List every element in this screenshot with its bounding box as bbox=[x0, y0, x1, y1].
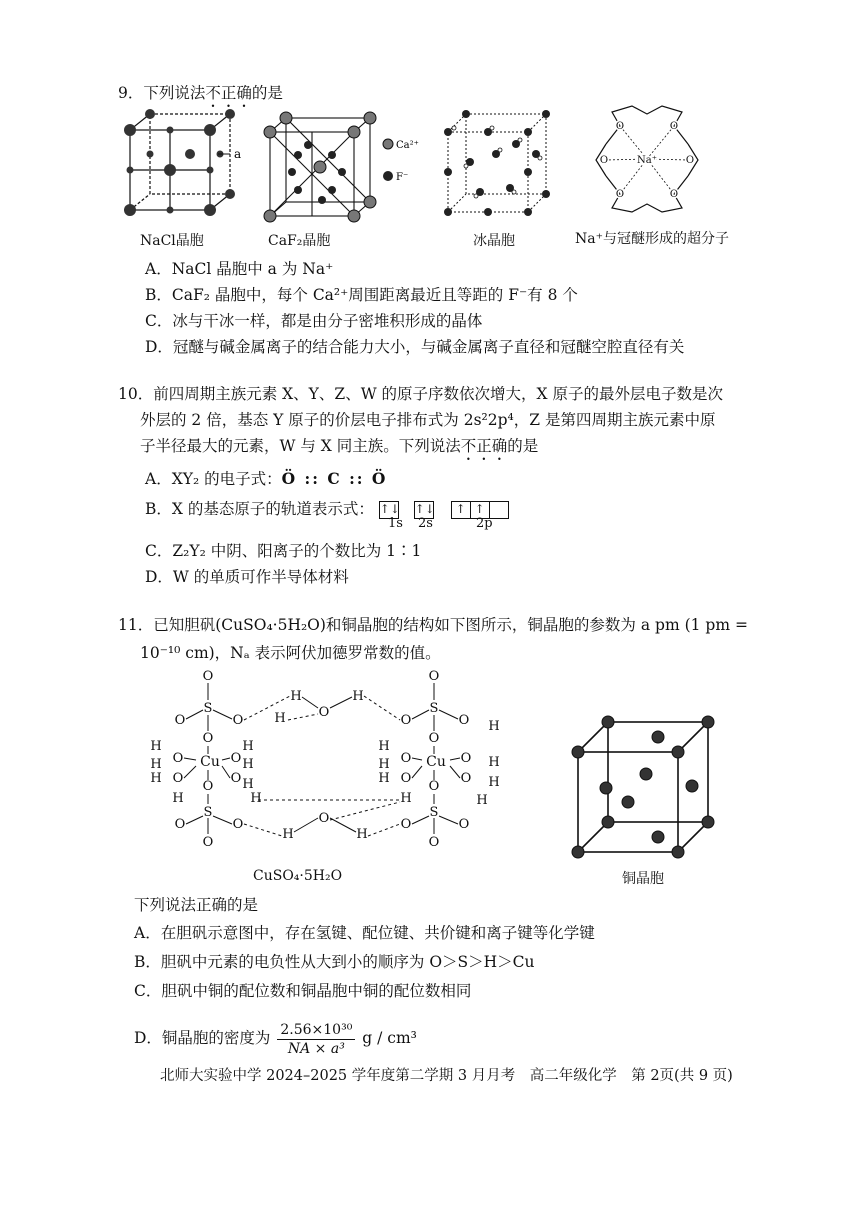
q11-option-d-text: D．铜晶胞的密度为 bbox=[134, 1029, 271, 1047]
q9-option-d: D．冠醚与碱金属离子的结合能力大小，与碱金属离子直径和冠醚空腔直径有关 bbox=[145, 338, 685, 356]
q9-stem bbox=[118, 82, 283, 111]
atom-o: O bbox=[318, 705, 330, 720]
caption-caf2: CaF₂晶胞 bbox=[268, 233, 331, 249]
crown-o-2: O bbox=[669, 121, 679, 132]
q10-line3-post: 的是 bbox=[507, 437, 539, 455]
caf2-cell-figure bbox=[262, 110, 419, 220]
atom-h: H bbox=[488, 719, 500, 734]
orbital-label-2s: 2s bbox=[418, 516, 433, 531]
crown-o-1: O bbox=[615, 121, 625, 132]
ca-legend-icon bbox=[383, 139, 393, 149]
q9-stem-text: 9．下列说法 bbox=[118, 84, 206, 102]
atom-o: O bbox=[232, 817, 244, 832]
crown-ether-figure bbox=[592, 104, 702, 214]
f-legend-label: F⁻ bbox=[396, 172, 409, 183]
atom-h: H bbox=[250, 791, 262, 806]
q10-line3-emphasis: 不正确 bbox=[460, 437, 508, 455]
q10-line3-pre: 子半径最大的元素，W 与 X 同主族。下列说法 bbox=[140, 437, 461, 455]
nacl-cell-figure bbox=[118, 108, 243, 218]
atom-h: H bbox=[274, 711, 286, 726]
orbital-label-1s: 1s bbox=[388, 516, 403, 531]
atom-h: H bbox=[242, 739, 254, 754]
atom-s: S bbox=[429, 701, 439, 716]
caption-cuso4: CuSO₄·5H₂O bbox=[253, 868, 343, 884]
q10-line2: 外层的 2 倍，基态 Y 原子的价层电子排布式为 2s²2p⁴，Z 是第四周期主族元素中原 bbox=[140, 411, 716, 429]
atom-h: H bbox=[488, 755, 500, 770]
atom-s: S bbox=[203, 805, 213, 820]
atom-o: O bbox=[400, 771, 412, 786]
orbital-2p-1: ↑ bbox=[452, 502, 471, 518]
atom-o: O bbox=[202, 669, 214, 684]
co2-electron-formula: Ö :: C :: Ö bbox=[281, 469, 388, 488]
atom-h: H bbox=[290, 689, 302, 704]
q10-option-a bbox=[145, 468, 387, 490]
atom-o: O bbox=[428, 835, 440, 850]
atom-h: H bbox=[400, 791, 412, 806]
density-fraction bbox=[277, 1021, 355, 1058]
copper-cell-figure bbox=[568, 712, 728, 862]
atom-o: O bbox=[174, 713, 186, 728]
atom-cu-left: Cu bbox=[200, 754, 220, 770]
atom-h: H bbox=[242, 777, 254, 792]
density-numerator: 2.56×10³⁰ bbox=[277, 1021, 355, 1040]
atom-o: O bbox=[428, 731, 440, 746]
q11-option-c: C．胆矾中铜的配位数和铜晶胞中铜的配位数相同 bbox=[134, 982, 472, 1000]
atom-o: O bbox=[174, 817, 186, 832]
atom-h: H bbox=[172, 791, 184, 806]
atom-o: O bbox=[202, 835, 214, 850]
atom-o: O bbox=[202, 779, 214, 794]
f-legend-icon bbox=[383, 171, 393, 181]
atom-o: O bbox=[202, 731, 214, 746]
atom-o: O bbox=[428, 779, 440, 794]
crown-na: Na⁺ bbox=[637, 155, 657, 166]
nacl-label-a: a bbox=[234, 147, 242, 161]
q10-option-b bbox=[145, 498, 509, 520]
atom-h: H bbox=[378, 757, 390, 772]
atom-h: H bbox=[378, 771, 390, 786]
q11-line1: 11．已知胆矾(CuSO₄·5H₂O)和铜晶胞的结构如下图所示，铜晶胞的参数为 a pm (1 pm = bbox=[118, 616, 748, 634]
q10-line3 bbox=[140, 435, 538, 464]
atom-o: O bbox=[172, 751, 184, 766]
q10-option-b-text: B．X 的基态原子的轨道表示式： bbox=[145, 500, 374, 518]
q9-option-b: B．CaF₂ 晶胞中，每个 Ca²⁺周围距离最近且等距的 F⁻有 8 个 bbox=[145, 286, 578, 304]
density-denominator: NA × a³ bbox=[287, 1040, 345, 1057]
crown-o-3: O bbox=[599, 155, 609, 166]
q11-option-d bbox=[134, 1018, 417, 1058]
atom-o: O bbox=[458, 817, 470, 832]
q10-option-a-text: A．XY₂ 的电子式： bbox=[145, 470, 282, 488]
q10-line1: 10．前四周期主族元素 X、Y、Z、W 的原子序数依次增大，X 原子的最外层电子数是次 bbox=[118, 385, 724, 403]
q10-option-c: C．Z₂Y₂ 中阴、阳离子的个数比为 1∶1 bbox=[145, 542, 422, 560]
atom-h: H bbox=[150, 771, 162, 786]
caption-crown: Na⁺与冠醚形成的超分子 bbox=[575, 231, 729, 247]
atom-o: O bbox=[172, 771, 184, 786]
caption-nacl: NaCl晶胞 bbox=[140, 233, 204, 249]
atom-o: O bbox=[460, 751, 472, 766]
orbital-2p-2: ↑ bbox=[471, 502, 490, 518]
atom-o: O bbox=[400, 817, 412, 832]
atom-o: O bbox=[428, 669, 440, 684]
ice-cell-figure bbox=[440, 108, 555, 218]
q9-option-c: C．冰与干冰一样，都是由分子密堆积形成的晶体 bbox=[145, 312, 483, 330]
atom-h: H bbox=[356, 827, 368, 842]
atom-h: H bbox=[378, 739, 390, 754]
caption-copper-cell: 铜晶胞 bbox=[622, 871, 664, 887]
atom-h: H bbox=[150, 757, 162, 772]
crown-o-4: O bbox=[685, 155, 695, 166]
atom-h: H bbox=[488, 775, 500, 790]
atom-o: O bbox=[400, 751, 412, 766]
atom-o: O bbox=[400, 713, 412, 728]
q11-line2: 10⁻¹⁰ cm)，Nₐ 表示阿伏加德罗常数的值。 bbox=[140, 644, 441, 662]
q9-stem-tail: 的是 bbox=[251, 84, 283, 102]
atom-h: H bbox=[242, 757, 254, 772]
atom-s: S bbox=[429, 805, 439, 820]
crown-o-6: O bbox=[669, 189, 679, 200]
atom-h: H bbox=[352, 689, 364, 704]
atom-h: H bbox=[476, 793, 488, 808]
atom-h: H bbox=[150, 739, 162, 754]
atom-o: O bbox=[230, 751, 242, 766]
orbital-1s-box: ↑↓ bbox=[379, 501, 399, 519]
page-footer: 北师大实验中学 2024–2025 学年度第二学期 3 月月考 高二年级化学 第 2页(共 9 页) bbox=[160, 1068, 733, 1084]
caption-ice: 冰晶胞 bbox=[473, 233, 515, 249]
cuso4-5h2o-structure bbox=[148, 670, 528, 860]
atom-o: O bbox=[230, 771, 242, 786]
atom-o: O bbox=[458, 713, 470, 728]
atom-h: H bbox=[282, 827, 294, 842]
q11-option-b: B．胆矾中元素的电负性从大到小的顺序为 O＞S＞H＞Cu bbox=[134, 953, 535, 971]
atom-cu-right: Cu bbox=[426, 754, 446, 770]
atom-s: S bbox=[203, 701, 213, 716]
q11-option-a: A．在胆矾示意图中，存在氢键、配位键、共价键和离子键等化学键 bbox=[134, 924, 595, 942]
q9-option-a: A．NaCl 晶胞中 a 为 Na⁺ bbox=[145, 260, 334, 278]
orbital-label-2p: 2p bbox=[476, 516, 493, 531]
atom-o: O bbox=[232, 713, 244, 728]
q11-prompt: 下列说法正确的是 bbox=[134, 896, 259, 914]
q10-option-d: D．W 的单质可作半导体材料 bbox=[145, 568, 349, 586]
ca-legend-label: Ca²⁺ bbox=[396, 140, 419, 151]
q9-stem-emphasis: 不正确 bbox=[205, 84, 252, 102]
density-unit: g / cm³ bbox=[362, 1029, 417, 1047]
orbital-2s-box: ↑↓ bbox=[414, 501, 434, 519]
atom-o: O bbox=[460, 771, 472, 786]
crown-o-5: O bbox=[615, 189, 625, 200]
atom-o: O bbox=[318, 811, 330, 826]
